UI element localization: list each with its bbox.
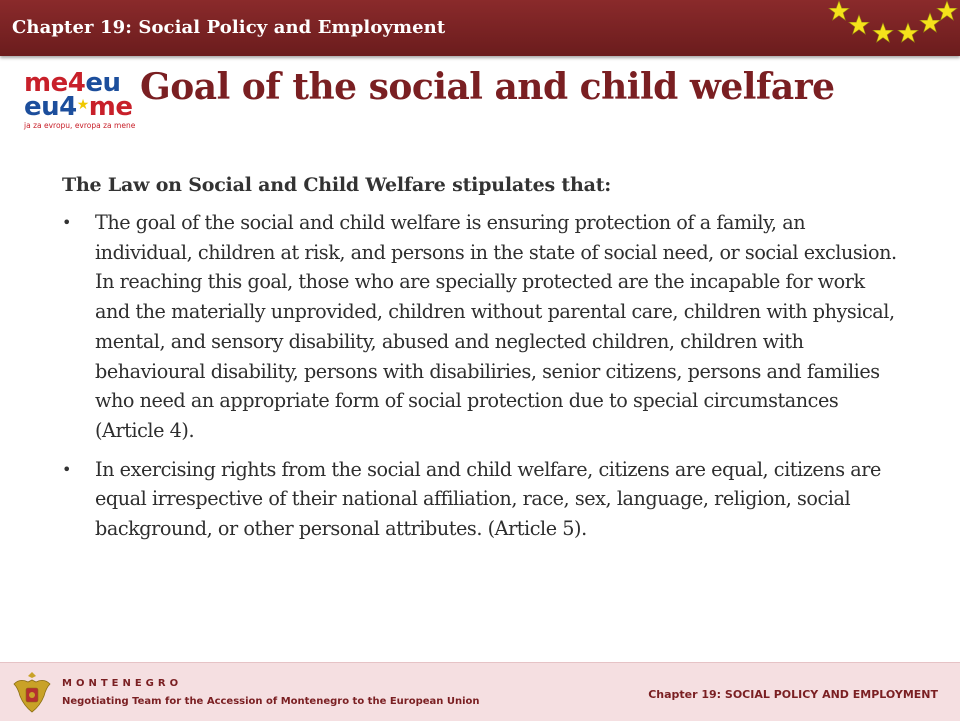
star-icon (897, 22, 919, 44)
bullet-item (62, 455, 902, 544)
logo-text-me4: me4 (24, 68, 86, 98)
slide-title: Goal of the social and child welfare (140, 66, 835, 108)
bullet-text: The goal of the social and child welfare is ensuring protection of a family, an individual, children at risk, and persons in the state of social need, or social exclusion. In reaching this goal, those who are specially protected are the incapable for work and the materially unprovided, children without parental care, children with physical, mental, and sensory disability, abused and neglected children, children with behavioural disability, persons with disabiliries, senior citizens, persons and families who need an appropriate form of social protection due to special circumstances (Article 4). (95, 211, 897, 442)
star-icon (872, 22, 894, 44)
star-icon (828, 0, 850, 22)
bullet-text: In exercising rights from the social and child welfare, citizens are equal, citizens are equal irrespective of their national affiliation, race, sex, language, religion, social background, or other personal attributes. (Article 5). (95, 457, 881, 541)
logo-line-2 (24, 94, 133, 124)
bullet-list (62, 208, 902, 544)
logo-text-eu: eu (85, 68, 121, 98)
footer-team: Negotiating Team for the Accession of Montenegro to the European Union (62, 696, 480, 707)
footer-chapter-label: Chapter 19: SOCIAL POLICY AND EMPLOYMENT (648, 688, 938, 701)
bullet-icon: • (62, 459, 71, 479)
logo-text-eu4: eu4 (24, 92, 77, 122)
intro-text: The Law on Social and Child Welfare stipulates that: (62, 174, 612, 196)
logo-tagline: ja za evropu, evropa za mene (24, 121, 136, 130)
star-icon (936, 0, 958, 22)
bullet-item (62, 208, 902, 446)
bullet-icon: • (62, 213, 71, 232)
footer-country: MONTENEGRO (62, 678, 183, 689)
coat-of-arms-icon (10, 668, 54, 716)
header-bar (0, 0, 960, 56)
logo-text-me: me (88, 92, 133, 122)
logo-star-icon: ★ (76, 97, 89, 113)
me4eu-logo (24, 70, 138, 132)
slide-content (62, 174, 902, 553)
star-icon (848, 14, 870, 36)
chapter-title: Chapter 19: Social Policy and Employment (12, 17, 446, 38)
